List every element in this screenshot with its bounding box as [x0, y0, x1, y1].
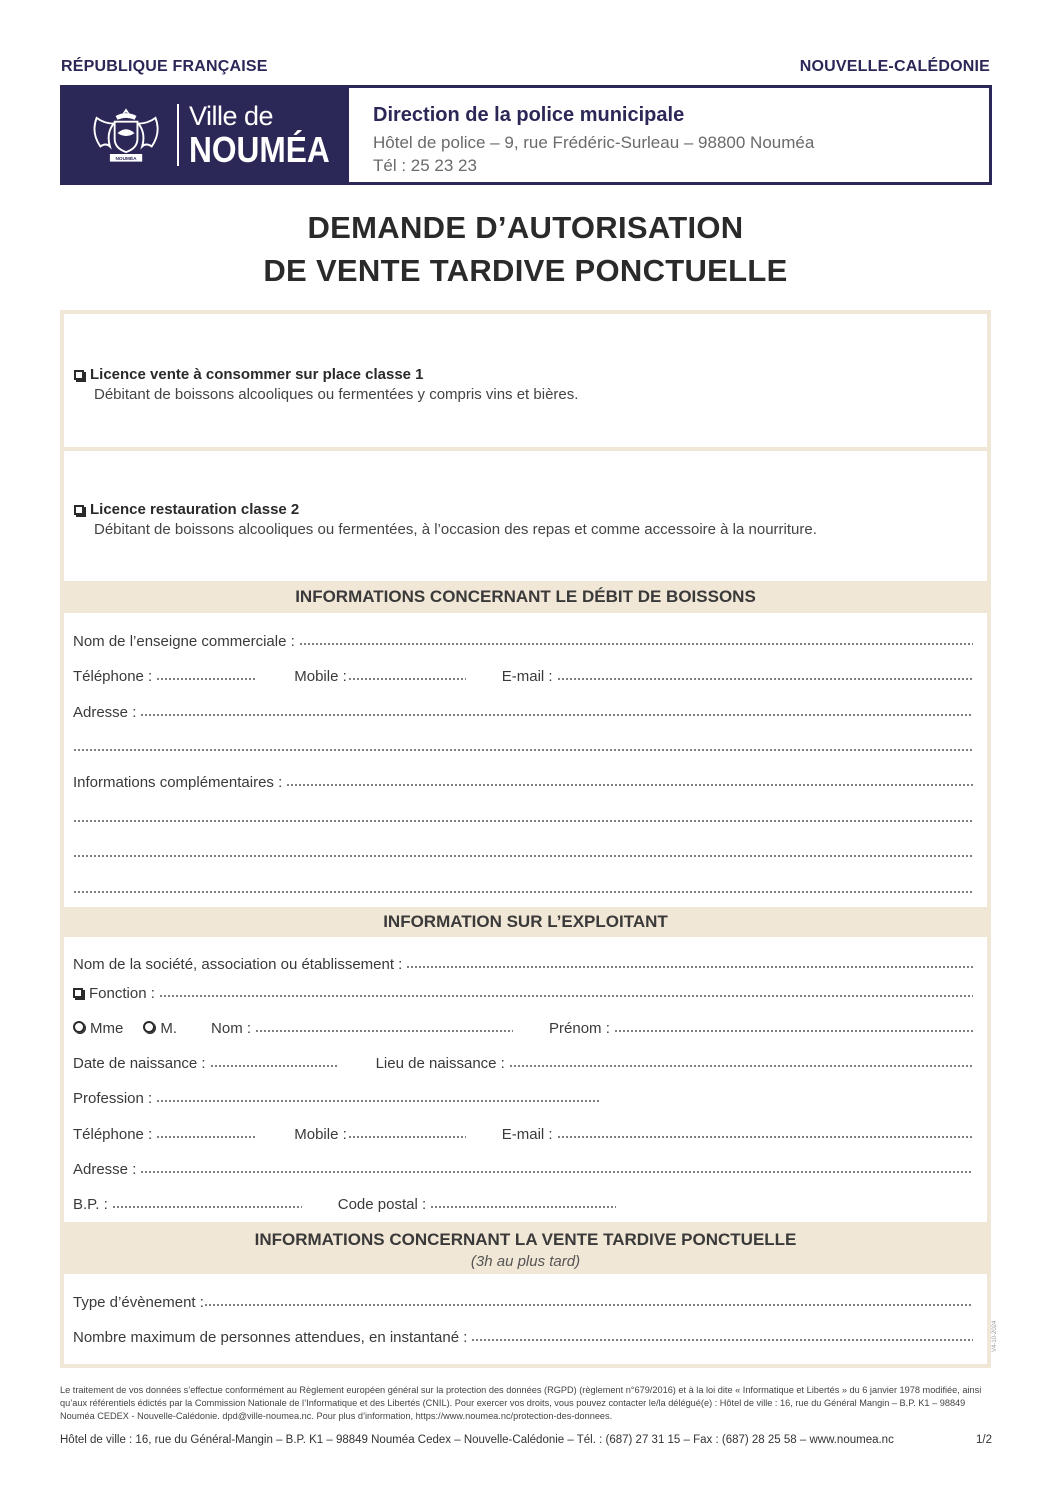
input-line[interactable] [348, 677, 466, 681]
field-naissance [73, 1050, 973, 1072]
label-adresse: Adresse : [73, 1161, 137, 1178]
label-societe: Nom de la société, association ou établissement : [73, 956, 403, 973]
field-informations-line-4[interactable] [73, 876, 973, 898]
field-contact-exploitant [73, 1121, 973, 1143]
footer-address: Hôtel de ville : 16, rue du Général-Mangin – B.P. K1 – 98849 Nouméa Cedex – Nouvelle-Calédonie – Tél. : (687) 27 31 15 – Fax : (687) 28 25 58 – www.noumea.nc [60, 1434, 894, 1446]
label-email: E-mail : [501, 1126, 553, 1143]
field-bp-code-postal [73, 1191, 973, 1213]
label-mobile: Mobile : [294, 1126, 347, 1143]
input-line[interactable] [210, 1064, 338, 1068]
m-radio[interactable] [143, 1021, 155, 1033]
licence-option-1 [74, 366, 578, 403]
field-type-evenement[interactable] [73, 1289, 973, 1311]
field-informations-line-2[interactable] [73, 805, 973, 827]
input-line[interactable] [614, 1029, 973, 1033]
page-footer [60, 1434, 992, 1446]
label-bp: B.P. : [73, 1196, 108, 1213]
label-fonction: Fonction : [89, 985, 155, 1002]
crest-caption: NOUMÉA [115, 157, 137, 163]
licence-1-description: Débitant de boissons alcooliques ou fermentées y compris vins et bières. [94, 386, 579, 403]
input-line[interactable] [557, 1135, 973, 1139]
field-informations-line-3[interactable] [73, 840, 973, 862]
licence-1-checkbox[interactable] [74, 370, 84, 380]
input-line[interactable] [406, 965, 973, 969]
fonction-checkbox[interactable] [73, 988, 83, 998]
version-code: V4-10-2024 [992, 1320, 998, 1352]
input-line[interactable] [73, 819, 973, 823]
label-email: E-mail : [501, 668, 553, 685]
logo-text-small: Ville de [189, 100, 274, 131]
city-crest-icon [89, 103, 163, 167]
field-fonction[interactable] [73, 980, 973, 1002]
input-line[interactable] [348, 1135, 466, 1139]
input-line[interactable] [286, 783, 973, 787]
gdpr-notice: Le traitement de vos données s’effectue conformément au Règlement européen général sur la protection des données (RGPD) (règlement n°679/2016) et à la loi dite « Informatique et Libertés » du 6 janvier 1978 modifiée, ainsi qu’aux référentiels édictés par la Commission Nationale de l’Informatique et des Libertés (CNIL). Pour exercer vos droits, vous pouvez contacter le/la délégué(e) : Hôtel de ville : 16, rue du Général Mangin – B.P. K1 – 98849 Nouméa CEDEX - Nouvelle-Calédonie. dpd@ville-noumea.nc. Pour plus d’information, https://www.noumea.nc/protection-des-donnees. [60, 1385, 982, 1421]
input-line[interactable] [471, 1338, 973, 1342]
logo-text-big: NOUMÉA [189, 128, 330, 170]
field-nombre-personnes[interactable] [73, 1324, 973, 1346]
section-vente [64, 1222, 987, 1274]
label-code-postal: Code postal : [337, 1196, 427, 1213]
input-line[interactable] [140, 1170, 973, 1174]
label-lieu-naissance: Lieu de naissance : [375, 1055, 505, 1072]
section-subheading-vente: (3h au plus tard) [470, 1253, 581, 1270]
licence-2-description: Débitant de boissons alcooliques ou fermentées, à l’occasion des repas et comme accessoire à la nourriture. [94, 521, 817, 538]
field-identity [73, 1015, 973, 1037]
label-date-naissance: Date de naissance : [73, 1055, 206, 1072]
licence-1-title: Licence vente à consommer sur place classe 1 [90, 366, 424, 383]
input-line[interactable] [204, 1303, 973, 1307]
input-line[interactable] [73, 890, 973, 894]
label-nom: Nom : [211, 1020, 252, 1037]
page-number: 1/2 [976, 1434, 992, 1446]
input-line[interactable] [299, 642, 973, 646]
input-line[interactable] [140, 713, 973, 717]
input-line[interactable] [557, 677, 973, 681]
section-heading-vente: INFORMATIONS CONCERNANT LA VENTE TARDIVE PONCTUELLE [254, 1230, 797, 1249]
licence-2-title: Licence restauration classe 2 [90, 501, 300, 518]
label-m: M. [160, 1020, 178, 1037]
field-adresse-continued[interactable] [73, 734, 973, 756]
input-line[interactable] [430, 1205, 616, 1209]
section-heading-exploitant: INFORMATION SUR L’EXPLOITANT [64, 907, 987, 937]
label-nombre-personnes: Nombre maximum de personnes attendues, en instantané : [73, 1329, 468, 1346]
form-frame [60, 310, 991, 1368]
label-telephone: Téléphone : [73, 1126, 153, 1143]
territory-label: NOUVELLE-CALÉDONIE [799, 58, 990, 75]
divider [64, 447, 987, 451]
input-line[interactable] [509, 1064, 973, 1068]
label-informations-complementaires: Informations complémentaires : [73, 774, 283, 791]
label-enseigne: Nom de l’enseigne commerciale : [73, 633, 295, 650]
field-adresse-exploitant[interactable] [73, 1156, 973, 1178]
label-adresse: Adresse : [73, 704, 137, 721]
label-type-evenement: Type d’évènement : [73, 1294, 204, 1311]
licence-2-checkbox[interactable] [74, 505, 84, 515]
field-contact-boissons [73, 663, 973, 685]
department-address: Hôtel de police – 9, rue Frédéric-Surleau – 98800 Nouméa [373, 133, 815, 152]
letterhead [60, 85, 992, 185]
department-title: Direction de la police municipale [373, 104, 685, 126]
input-line[interactable] [159, 994, 973, 998]
department-info [349, 88, 814, 182]
input-line[interactable] [73, 854, 973, 858]
mme-radio[interactable] [73, 1021, 85, 1033]
label-prenom: Prénom : [549, 1020, 610, 1037]
page-title-line1: DEMANDE D’AUTORISATION [307, 210, 744, 245]
input-line[interactable] [112, 1205, 302, 1209]
input-line[interactable] [73, 748, 973, 752]
input-line[interactable] [156, 1099, 601, 1103]
input-line[interactable] [156, 1135, 256, 1139]
label-telephone: Téléphone : [73, 668, 153, 685]
republic-label: RÉPUBLIQUE FRANÇAISE [61, 58, 268, 75]
input-line[interactable] [156, 677, 256, 681]
city-logo [63, 88, 349, 182]
field-adresse-boissons[interactable] [73, 699, 973, 721]
logo-divider [177, 104, 179, 166]
page-title-line2: DE VENTE TARDIVE PONCTUELLE [263, 253, 788, 288]
field-profession[interactable] [73, 1085, 973, 1107]
field-informations-complementaires[interactable] [73, 769, 973, 791]
label-profession: Profession : [73, 1090, 153, 1107]
field-enseigne[interactable] [73, 628, 973, 650]
section-heading-boissons: INFORMATIONS CONCERNANT LE DÉBIT DE BOISSONS [64, 581, 987, 613]
input-line[interactable] [255, 1029, 513, 1033]
licence-option-2 [74, 501, 817, 538]
field-societe[interactable] [73, 951, 973, 973]
label-mobile: Mobile : [294, 668, 347, 685]
label-mme: Mme [90, 1020, 124, 1037]
department-phone: Tél : 25 23 23 [373, 156, 477, 175]
